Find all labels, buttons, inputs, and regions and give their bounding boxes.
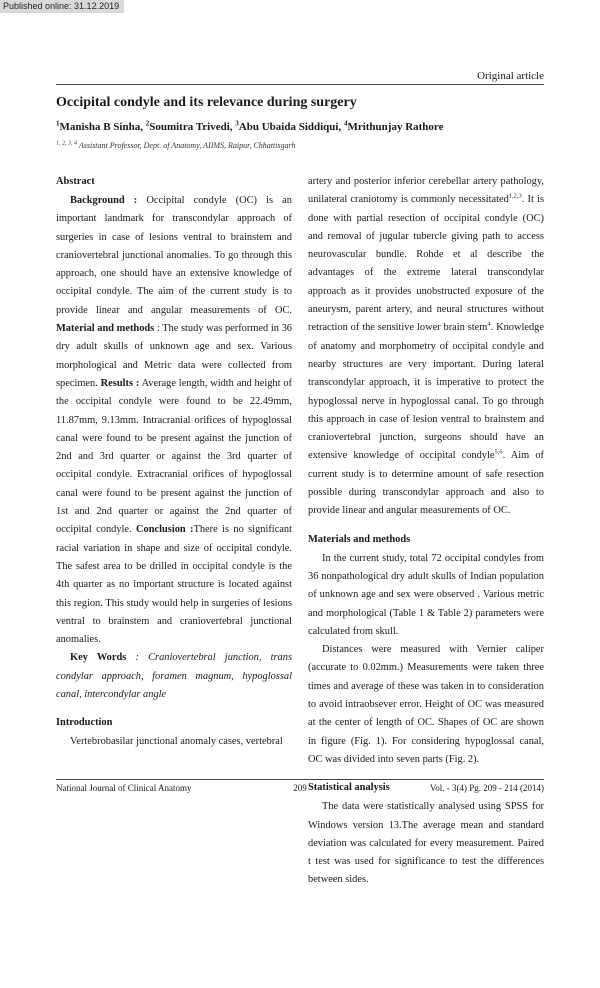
results-text: Average length, width and height of the occipital condyle were found to be 22.49mm, 11.87mm, 9.13mm. Intracranial orifices of hypoglossal canal were found to be present against the junction of 2nd and 3rd quarter or against the 3rd quarter of occipital condyle. Extracranial orifices of hypoglossal canal were found to be present against the junction of 1st and 2nd quarter or against the 2nd quarter of occipital condyle. <box>56 377 292 536</box>
conclusion-label: Conclusion : <box>136 524 194 536</box>
header-divider <box>56 84 544 85</box>
author-name: Abu Ubaida Siddiqui, <box>238 121 342 133</box>
methods-label: Material and methods <box>56 323 155 335</box>
abstract-body <box>56 192 292 649</box>
footer-divider <box>56 779 544 780</box>
intro-text-d: . Aim of current study is to determine amount of safe resection possible during transcondylar approach and also to provide linear and angular measurements of OC. <box>308 450 545 517</box>
author-sup: 3 <box>235 119 239 128</box>
methods-text: : The study was performed in 36 dry adult skulls of unknown age and sex. Various morphological and Metric data were collected from specimen. <box>56 323 292 389</box>
keywords-text: : Craniovertebral junction, trans condylar approach, foramen magnum, hypoglossal canal, intercondylar angle <box>56 652 292 701</box>
footer-volume: Vol. - 3(4) Pg. 209 - 214 (2014) <box>429 783 544 793</box>
author-sup: 4 <box>343 119 348 128</box>
background-text: Occipital condyle (OC) is an important landmark for transcondylar approach of surgeries in case of lesions ventral to brainstem and craniovertebral junctional anomalies. To go through this approach, one should have an extensive knowledge of occipital condyle. The aim of the current study is to provide linear and angular measurements of OC. <box>56 195 292 316</box>
article-type: Original article <box>477 70 544 82</box>
methods-paragraph: Distances were measured with Vernier caliper (accurate to 0.02mm.) Measurements were taken three times and average of these was taken in to consideration to avoid intraobsever error. Height of OC was measured at the center of length of OC. Shapes of OC are shown in figure (Fig. 1). For considering hypoglossal canal, OC was divided into seven parts (Fig. 2). <box>308 644 544 765</box>
statistics-heading: Statistical analysis <box>308 782 390 794</box>
abstract-heading: Abstract <box>56 176 95 187</box>
affiliation-sup: 1, 2, 3, 4 <box>56 140 77 147</box>
author-sup: 2 <box>145 119 150 128</box>
keywords <box>56 649 292 704</box>
introduction-body-continued <box>308 173 544 521</box>
author-name: Soumitra Trivedi, <box>149 121 233 133</box>
intro-ref: 5,6 <box>494 448 503 456</box>
intro-text-c: . Knowledge of anatomy and morphometry of occipital condyle and nearby structures are very important. During lateral transcondylar approach, it is imperative to protect the hypoglossal nerve in hypoglossal canal. To go through this approach in case of lesion ventral to brainstem and craniovertebral junction, surgeons should have an extensive knowledge of occipital condyle <box>308 322 545 462</box>
author-sup: 1 <box>56 119 60 128</box>
results-label: Results : <box>100 377 140 389</box>
author-name: Manisha B Sinha, <box>59 121 143 133</box>
methods-heading: Materials and methods <box>308 533 411 545</box>
intro-text-b: . It is done with partial resection of occipital condyle (OC) and removal of jugular tubercle giving path to access neurovascular bundle. Rohde et al describe the advantages of the extreme lateral transcondylar approach as it provides unobstructed exposure of the aneurysm, parent artery, and neural structures without retraction of the sensitive lower brain stem <box>308 194 545 334</box>
footer-page-number: 209 <box>293 783 307 793</box>
statistics-paragraph: The data were statistically analysed using SPSS for Windows version 13.The average mean and standard deviation was calculated for every measurement. Paired t test was used for significance to test the differences between sides. <box>308 801 544 886</box>
intro-text-a: Vertebrobasilar junctional anomaly cases, vertebral <box>70 736 283 748</box>
author-list <box>56 121 444 133</box>
keywords-label: Key Words <box>70 652 127 664</box>
methods-paragraph: In the current study, total 72 occipital condyles from 36 nonpathological dry adult skulls of Indian population of unknown age and sex were observed . Various metric and morphological (Table 1 & Table 2) parameters were calculated from skull. <box>308 552 544 637</box>
intro-ref: 4 <box>487 320 491 328</box>
affiliation-text: Assistant Professor, Dept. of Anatomy, AIIMS, Raipur, Chhattisgarh <box>78 141 296 150</box>
conclusion-text: There is no significant racial variation in shape and size of occipital condyle. The safest area to be drilled in occipital condyle is the 4th quarter as no important structure is located against this region. This study would help in surgeries of lesions ventral to brainstem and craniovertebral junctional anomalies. <box>56 524 292 646</box>
introduction-body-start <box>56 733 292 751</box>
left-column <box>56 173 292 752</box>
introduction-heading: Introduction <box>56 717 113 729</box>
intro-ref: 1,2,3 <box>508 192 522 200</box>
author-name: Mrithunjay Rathore <box>347 121 444 133</box>
intro-text-a: artery and posterior inferior cerebellar artery pathology, unilateral craniotomy is commonly necessitated <box>308 176 544 206</box>
footer-journal: National Journal of Clinical Anatomy <box>56 783 192 793</box>
affiliation <box>56 141 295 150</box>
article-title: Occipital condyle and its relevance during surgery <box>56 95 357 110</box>
background-label: Background : <box>70 195 138 206</box>
published-date-banner: Published online: 31.12.2019 <box>0 0 124 13</box>
